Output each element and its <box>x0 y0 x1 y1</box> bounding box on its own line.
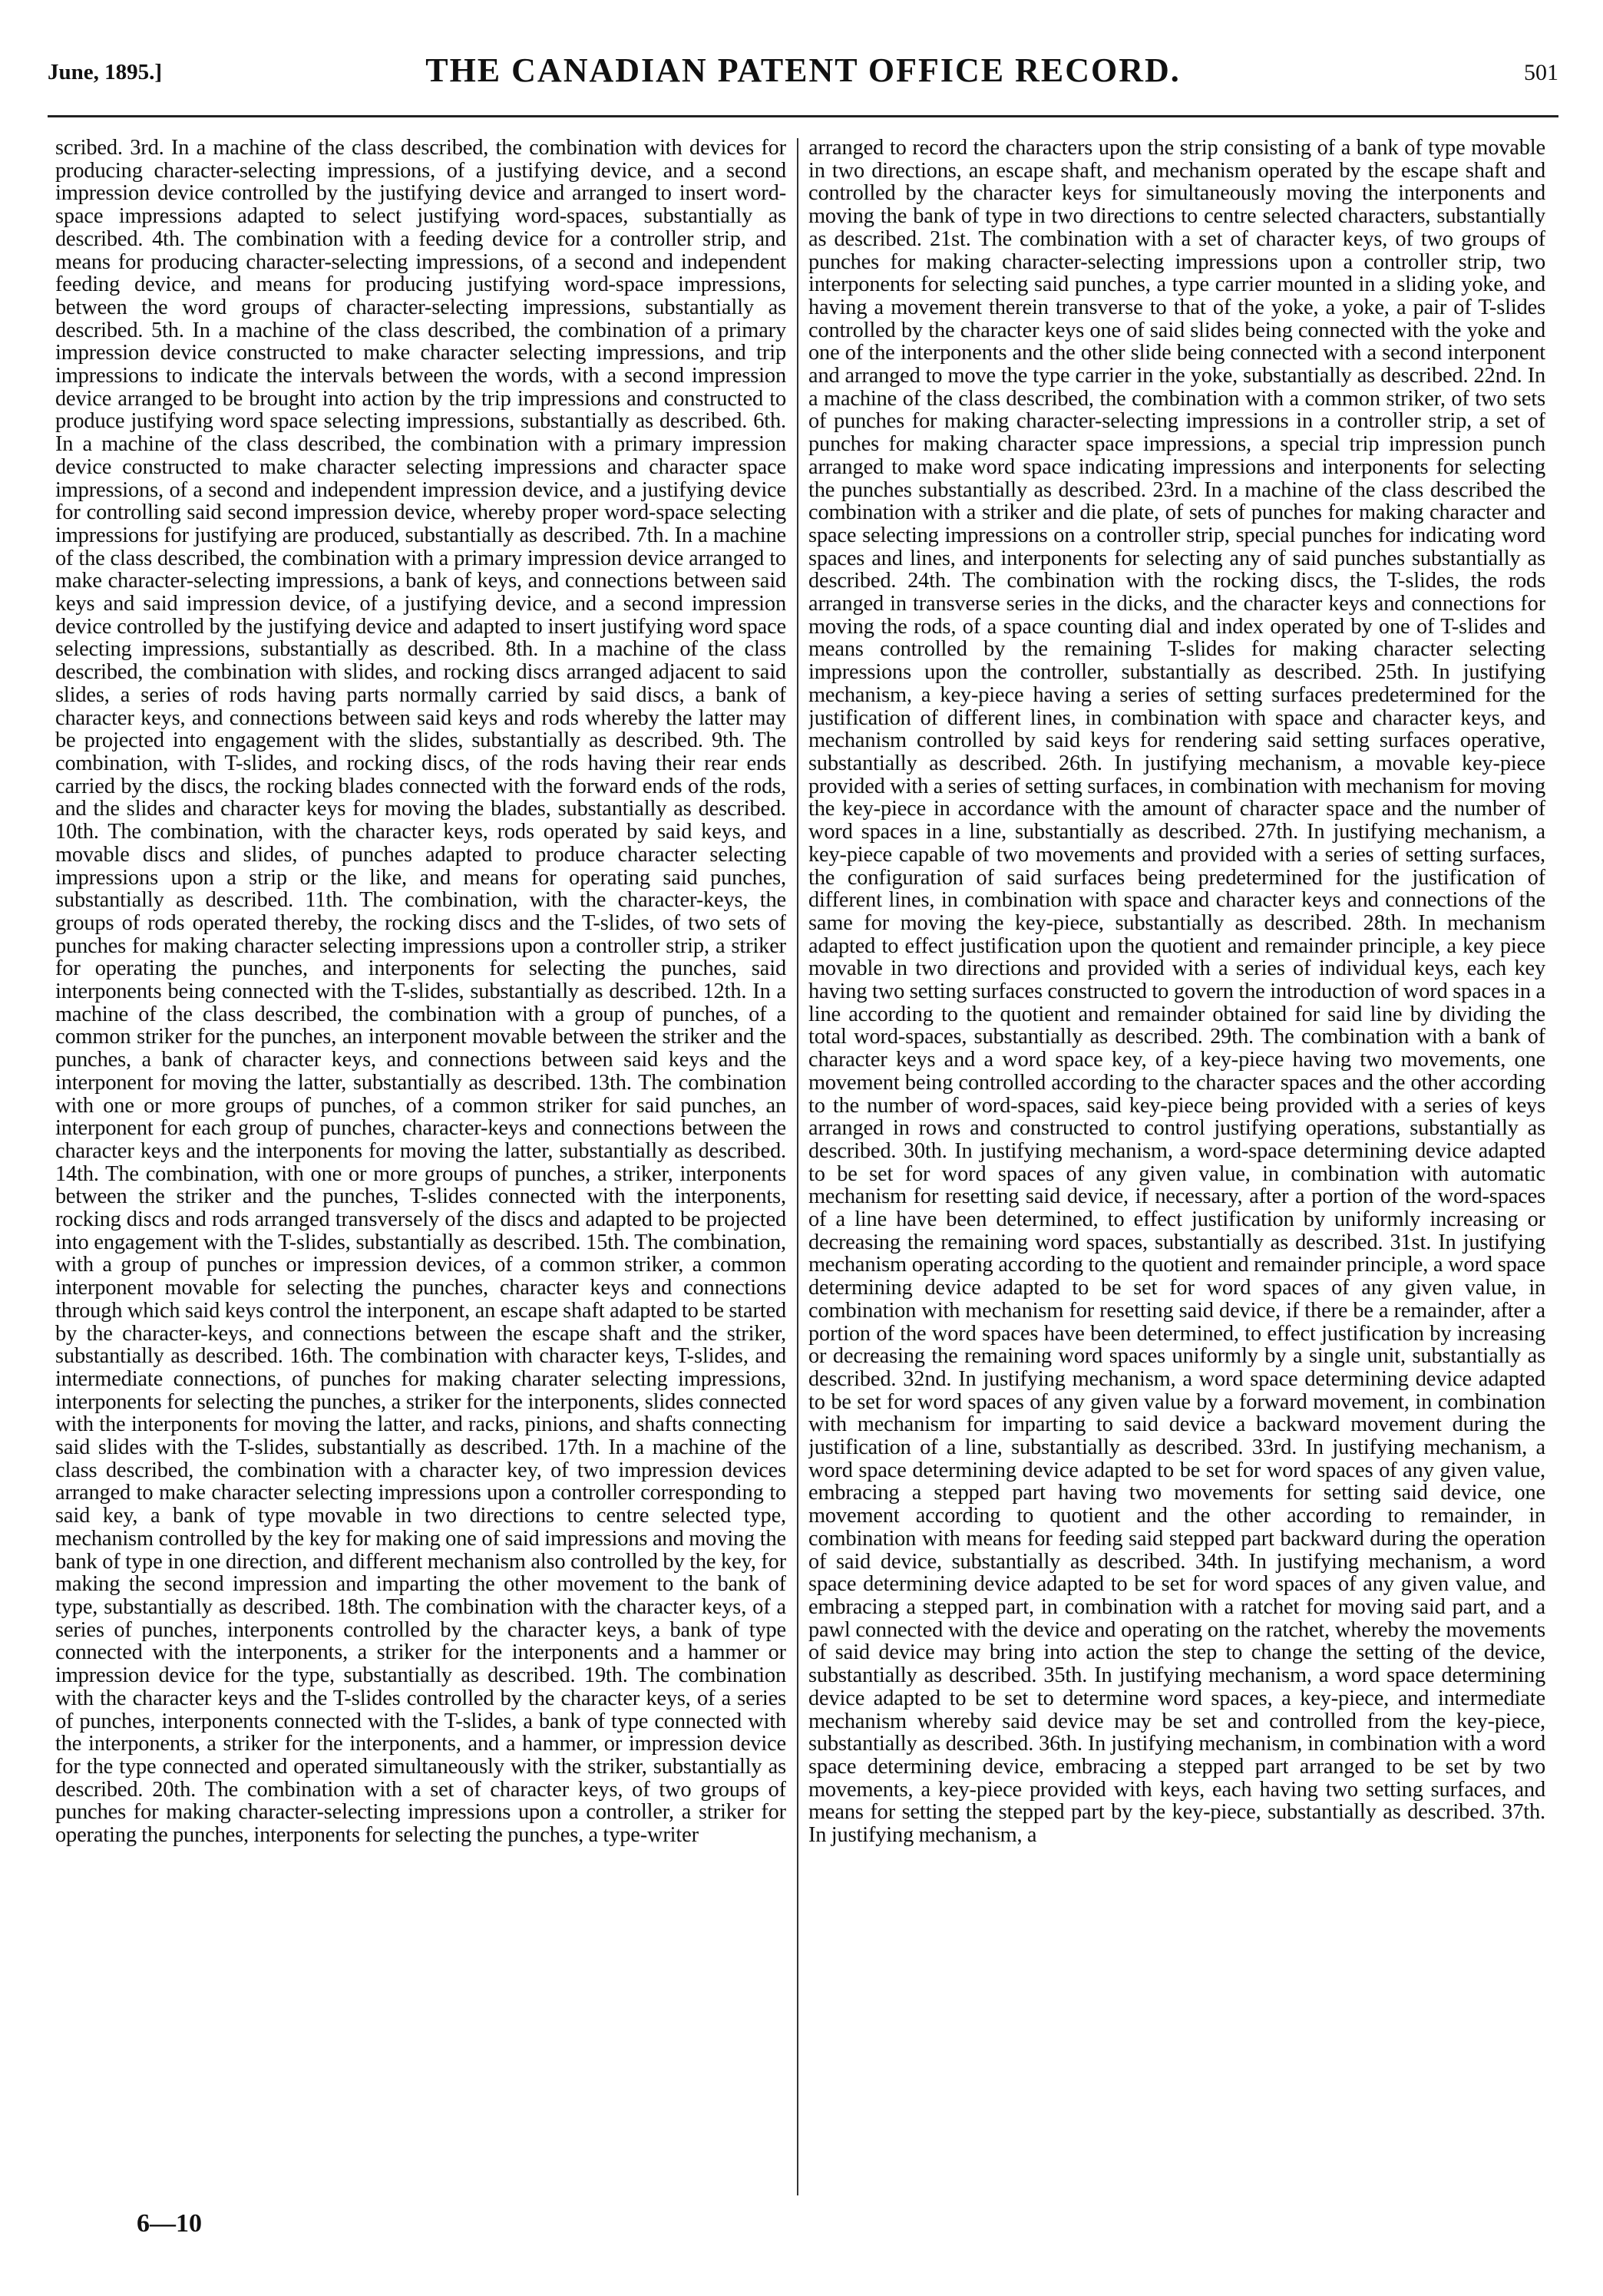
right-column <box>808 137 1545 2202</box>
left-column <box>55 137 786 2202</box>
right-column-text: arranged to record the characters upon the strip consisting of a bank of type movable in two directions, an escape shaft, and mechanism operated by the escape shaft and controlled by the character keys for simultaneously moving the interponents and moving the bank of type in two directions to centre selected characters, substantially as described. 21st. The combination with a set of character keys, of two groups of punches for making character-selecting impressions upon a controller strip, two interponents for selecting said punches, a type carrier mounted in a sliding yoke, and having a movement therein transverse to that of the yoke, a yoke, a pair of T-slides controlled by the character keys one of said slides being connected with the yoke and one of the interponents and the other slide being connected with a second interponent and arranged to move the type carrier in the yoke, substantially as described. 22nd. In a machine of the class described, the combination with a common striker, of two sets of punches for making character-selecting impressions in a controller strip, a set of punches for making character space impressions, a special trip impression punch arranged to make word space indicating impressions and interponents for selecting the punches substantially as described. 23rd. In a machine of the class described the combination with a striker and die plate, of sets of punches for making character and space selecting impressions on a controller strip, special punches for indicating word spaces and lines, and interponents for selecting any of said punches substantially as described. 24th. The combination with the rocking discs, the T-slides, the rods arranged in transverse series in the dicks, and the character keys and connections for moving the rods, of a space counting dial and index operated by one of T-slides and means controlled by the remaining T-slides for making character selecting impressions upon the controller, substantially as described. 25th. In justifying mechanism, a key-piece having a series of setting surfaces predetermined for the justification of different lines, in combination with space and character keys, and mechanism controlled by said keys for rendering said setting surfaces operative, substantially as described. 26th. In justifying mechanism, a movable key-piece provided with a series of setting surfaces, in combination with mechanism for moving the key-piece in accordance with the amount of character space and the number of word spaces in a line, substantially as described. 27th. In justifying mechanism, a key-piece capable of two movements and provided with a series of setting surfaces, the configuration of said surfaces being predetermined for the justification of different lines, in combination with space and character keys and connections of the same for moving the key-piece, substantially as described. 28th. In mechanism adapted to effect justification upon the quotient and remainder principle, a key piece movable in two directions and provided with a series of individual keys, each key having two setting surfaces constructed to govern the introduction of word spaces in a line according to the quotient and remainder obtained for said line by dividing the total word-spaces, substantially as described. 29th. The combination with a bank of character keys and a word space key, of a key-piece having two movements, one movement being controlled according to the character spaces and the other according to the number of word-spaces, said key-piece being provided with a series of keys arranged in rows and constructed to control justifying operations, substantially as described. 30th. In justifying mechanism, a word-space determining device adapted to be set for word spaces of any given value, in combination with automatic mechanism for resetting said device, if necessary, after a portion of the word-spaces of a line have been determined, to effect justification by uniformly increasing or decreasing the remaining word spaces, substantially as described. 31st. In justifying mechanism operating according to the quotient and remainder principle, a word space determining device adapted to be set for word spaces of any given value, in combination with mechanism for resetting said device, if there be a remainder, after a portion of the word spaces have been determined, to effect justification by increasing or decreasing the remaining word spaces uniformly by a single unit, substantially as described. 32nd. In justifying mechanism, a word space determining device adapted to be set for word spaces of any given value by a forward movement, in combination with mechanism for imparting to said device a backward movement during the justification of a line, substantially as described. 33rd. In justifying mechanism, a word space determining device adapted to be set for word spaces of any given value, embracing a stepped part having two movements for setting said device, one movement according to quotient and the other according to remainder, in combination with means for feeding said stepped part backward during the operation of said device, substantially as described. 34th. In justifying mechanism, a word space determining device adapted to be set for word spaces of any given value, and embracing a stepped part, in combination with a ratchet for moving said part, and a pawl connected with the device and operating on the ratchet, whereby the movements of said device may bring into action the step to change the setting of the device, substantially as described. 35th. In justifying mechanism, a word space determining device adapted to be set to determine word spaces, a key-piece, and intermediate mechanism whereby said device may be set and controlled from the key-piece, substantially as described. 36th. In justifying mechanism, in combination with a word space determining device, embracing a stepped part arranged to be set by two movements, a key-piece provided with keys, each having two setting surfaces, and means for setting the stepped part by the key-piece, substantially as described. 37th. In justifying mechanism, a <box>808 137 1545 1848</box>
signature-mark: 6—10 <box>137 2209 202 2238</box>
column-divider <box>797 138 798 2195</box>
left-column-text: scribed. 3rd. In a machine of the class described, the combination with devices for producing character-selecting impressions, of a justifying device, and a second impression device controlled by the justifying device and arranged to insert word-space impressions adapted to select justifying word-spaces, substantially as described. 4th. The combination with a feeding device for a controller strip, and means for producing character-selecting impressions, of a second and independent feeding device, and means for producing justifying word-space impressions, between the word groups of character-selecting impressions, substantially as described. 5th. In a machine of the class described, the combination of a primary impression device constructed to make character selecting impressions, and trip impressions to indicate the intervals between the words, with a second impression device arranged to be brought into action by the trip impressions and constructed to produce justifying word space selecting impressions, substantially as described. 6th. In a machine of the class described, the combination with a primary impression device constructed to make character selecting impressions and character space impressions, of a second and independent impression device, and a justifying device for controlling said second impression device, whereby proper word-space selecting impressions for justifying are produced, substantially as described. 7th. In a machine of the class described, the combination with a primary impression device arranged to make character-selecting impressions, a bank of keys, and connections between said keys and said impression device, of a justifying device, and a second impression device controlled by the justifying device and adapted to insert justifying word space selecting impressions, substantially as described. 8th. In a machine of the class described, the combination with slides, and rocking discs arranged adjacent to said slides, a series of rods having parts normally carried by said discs, a bank of character keys, and connections between said keys and rods whereby the latter may be projected into engagement with the slides, substantially as described. 9th. The combination, with T-slides, and rocking discs, of the rods having their rear ends carried by the discs, the rocking blades connected with the forward ends of the rods, and the slides and character keys for moving the blades, substantially as described. 10th. The combination, with the character keys, rods operated by said keys, and movable discs and slides, of punches adapted to produce character selecting impressions upon a strip or the like, and means for operating said punches, substantially as described. 11th. The combination, with the character-keys, the groups of rods operated thereby, the rocking discs and the T-slides, of two sets of punches for making character selecting impressions upon a controller strip, a striker for operating the punches, and interponents for selecting the punches, said interponents being connected with the T-slides, substantially as described. 12th. In a machine of the class described, the combination with a group of punches, of a common striker for the punches, an interponent movable between the striker and the punches, a bank of character keys, and connections between said keys and the interponent for moving the latter, substantially as described. 13th. The combination with one or more groups of punches, of a common striker for said punches, an interponent for each group of punches, character-keys and connections between the character keys and the interponents for moving the latter, substantially as described. 14th. The combination, with one or more groups of punches, a striker, interponents between the striker and the punches, T-slides connected with the interponents, rocking discs and rods arranged transversely of the discs and adapted to be projected into engagement with the T-slides, substantially as described. 15th. The combination, with a group of punches or impression devices, of a common striker, a common interponent movable for selecting the punches, character keys and connections through which said keys control the interponent, an escape shaft adapted to be started by the character-keys, and connections between the escape shaft and the striker, substantially as described. 16th. The combination with character keys, T-slides, and intermediate connections, of punches for making charater selecting impressions, interponents for selecting the punches, a striker for the interponents, slides connected with the interponents for moving the latter, and racks, pinions, and shafts connecting said slides with the T-slides, substantially as described. 17th. In a machine of the class described, the combination with a character key, of two impression devices arranged to make character selecting impressions upon a controller corresponding to said key, a bank of type movable in two directions to centre selected type, mechanism controlled by the key for making one of said impressions and moving the bank of type in one direction, and different mechanism also controlled by the key, for making the second impression and imparting the other movement to the bank of type, substantially as described. 18th. The combination with the character keys, of a series of punches, interponents controlled by the character keys, a bank of type connected with the interponents, a striker for the interponents and a hammer or impression device for the type, substantially as described. 19th. The combination with the character keys and the T-slides controlled by the character keys, of a series of punches, interponents connected with the T-slides, a bank of type connected with the interponents, a striker for the interponents, and a hammer, or impression device for the type connected and operated simultaneously with the striker, substantially as described. 20th. The combination with a set of character keys, of two groups of punches for making character-selecting impressions upon a controller, a striker for operating the punches, interponents for selecting the punches, a type-writer <box>55 137 786 1848</box>
page-number: 501 <box>1524 60 1558 85</box>
publication-title: THE CANADIAN PATENT OFFICE RECORD. <box>425 51 1181 89</box>
page-header <box>48 51 1558 106</box>
header-rule <box>48 115 1558 117</box>
issue-date: June, 1895.] <box>48 60 163 84</box>
